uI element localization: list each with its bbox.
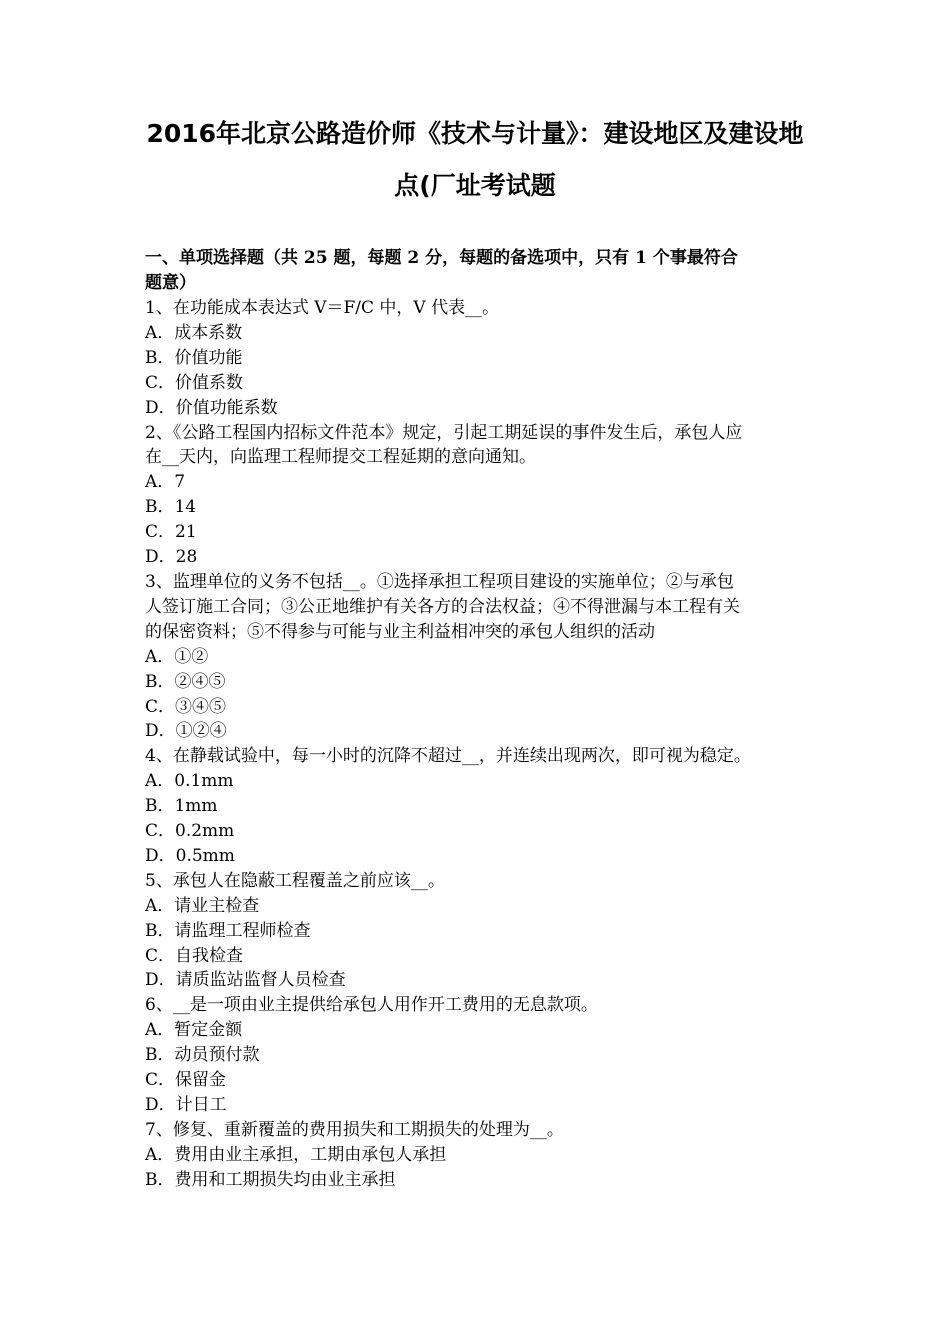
answer-option-d: D．28: [145, 547, 198, 568]
answer-option-c: C．保留金: [145, 1070, 227, 1091]
question-3: [145, 570, 810, 744]
question-stem: 的保密资料；⑤不得参与可能与业主利益相冲突的承包人组织的活动: [145, 621, 655, 642]
answer-option-b: B．价值功能: [145, 347, 243, 368]
answer-option-a: A．费用由业主承担，工期由承包人承担: [145, 1144, 447, 1165]
answer-option-a: A．7: [145, 472, 186, 493]
answer-option-b: B．费用和工期损失均由业主承担: [145, 1169, 396, 1190]
section-heading-line-2: 题意）: [145, 273, 196, 293]
question-2: [145, 421, 810, 570]
question-stem: 1、在功能成本表达式 V＝F/C 中，V 代表__。: [145, 298, 500, 318]
question-5: [145, 869, 810, 994]
section-heading-line-1: 一、单项选择题（共 25 题，每题 2 分，每题的备选项中，只有 1 个事最符合: [145, 248, 738, 268]
answer-option-d: D．价值功能系数: [145, 397, 278, 418]
question-stem: 6、__是一项由业主提供给承包人用作开工费用的无息款项。: [145, 995, 598, 1016]
answer-option-b: B．14: [145, 497, 197, 518]
answer-option-a: A．①②: [145, 646, 209, 667]
question-stem: 人签订施工合同；③公正地维护有关各方的合法权益；④不得泄漏与本工程有关: [145, 596, 740, 617]
answer-option-a: A．0.1mm: [145, 771, 234, 792]
answer-option-a: A．成本系数: [145, 322, 243, 343]
document-title-line-2: 点(厂址考试题: [394, 171, 556, 200]
answer-option-c: C．自我检查: [145, 945, 244, 966]
answer-option-d: D．请质监站监督人员检查: [145, 970, 346, 991]
answer-option-c: C．21: [145, 522, 197, 543]
answer-option-b: B．动员预付款: [145, 1045, 260, 1066]
question-stem: 在__天内，向监理工程师提交工程延期的意向通知。: [145, 447, 536, 468]
question-stem: 7、修复、重新覆盖的费用损失和工期损失的处理为__。: [145, 1119, 564, 1140]
answer-option-c: C．③④⑤: [145, 696, 227, 717]
question-1: [145, 296, 810, 421]
answer-option-b: B．1mm: [145, 796, 218, 817]
question-stem: 2、《公路工程国内招标文件范本》规定，引起工期延误的事件发生后，承包人应: [145, 422, 743, 443]
section-heading: [145, 246, 810, 296]
answer-option-a: A．请业主检查: [145, 895, 260, 916]
answer-option-c: C．0.2mm: [145, 821, 235, 842]
question-7: [145, 1118, 810, 1193]
answer-option-b: B．②④⑤: [145, 671, 226, 692]
answer-option-d: D．计日工: [145, 1095, 227, 1115]
answer-option-c: C．价值系数: [145, 372, 244, 393]
question-stem: 3、监理单位的义务不包括__。①选择承担工程项目建设的实施单位；②与承包: [145, 571, 734, 592]
answer-option-a: A．暂定金额: [145, 1020, 243, 1041]
answer-option-b: B．请监理工程师检查: [145, 920, 311, 941]
document-title-line-1: 2016年北京公路造价师《技术与计量》：建设地区及建设地: [146, 119, 804, 148]
question-4: [145, 744, 810, 869]
question-stem: 4、在静载试验中，每一小时的沉降不超过__，并连续出现两次，即可视为稳定。: [145, 746, 751, 767]
question-stem: 5、承包人在隐蔽工程覆盖之前应该__。: [145, 870, 445, 891]
answer-option-d: D．①②④: [145, 721, 227, 742]
document-body: [145, 246, 810, 1193]
answer-option-d: D．0.5mm: [145, 845, 235, 866]
question-6: [145, 993, 810, 1118]
